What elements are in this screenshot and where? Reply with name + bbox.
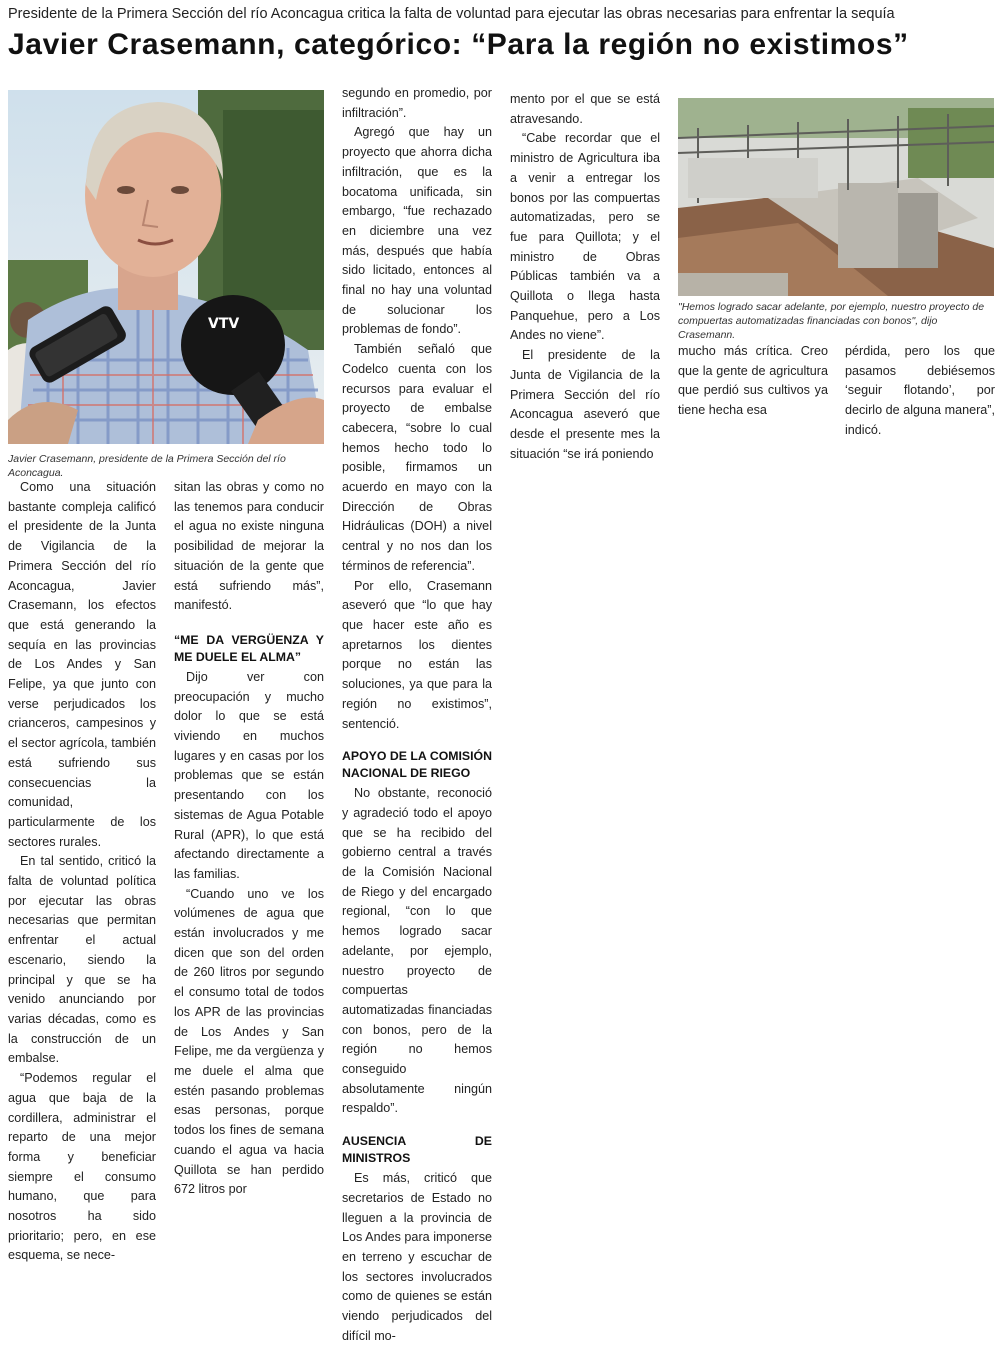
paragraph: sitan las obras y como no las tenemos para conducir el agua no existe ninguna posibilidad de mejorar la situación de la gente que está sufriendo más”, manifestó. bbox=[174, 480, 324, 613]
article-headline: Javier Crasemann, categórico: “Para la región no existimos” bbox=[8, 28, 909, 61]
paragraph: mucho más crítica. Creo que la gente de agricultura que perdió sus cultivos ya tiene hecha esa bbox=[678, 344, 828, 418]
paragraph: No obstante, reconoció y agradeció todo el apoyo que se ha recibido del gobierno central a través de la Comisión Nacional de Riego y del encargado regional, “con lo que hemos logrado sacar adelante, por ejemplo, nuestro proyecto de compuertas automatizadas financiadas con bonos, pero de la región no hemos conseguido absolutamente ningún respaldo”. bbox=[342, 786, 492, 1116]
paragraph: El presidente de la Junta de Vigilancia de la Primera Sección del río Aconcagua aseveró que desde el presente mes la situación “se irá poniendo bbox=[510, 348, 660, 461]
section-subhead: “ME DA VERGÜENZA Y ME DUELE EL ALMA” bbox=[174, 632, 324, 664]
article-column-5 bbox=[678, 342, 828, 421]
paragraph: “Cuando uno ve los volúmenes de agua que están involucrados y me dicen que son del orden de 260 litros por segundo el consumo total de todos los APR de las provincias de Los Andes y San Felipe, me da vergüenza y me duele el alma que estén pasando problemas esas personas, porque todos los fines de semana cuando el agua va hacia Quillota se han perdido 672 litros por bbox=[174, 886, 324, 1197]
paragraph: segundo en promedio, por infiltración”. bbox=[342, 86, 492, 120]
mic-logo: VTV bbox=[208, 316, 240, 332]
article-kicker: Presidente de la Primera Sección del río Aconcagua critica la falta de voluntad para ejecutar las obras necesarias para enfrentar la sequía bbox=[8, 6, 895, 22]
section-subhead: APOYO DE LA COMISIÓN NACIONAL DE RIEGO bbox=[342, 749, 492, 781]
article-column-4 bbox=[510, 90, 660, 464]
floodgate-photo bbox=[678, 98, 994, 296]
paragraph: pérdida, pero los que pasamos debiésemos ‘seguir flotando’, por decirlo de alguna manera”, indicó. bbox=[845, 344, 995, 437]
paragraph: Agregó que hay un proyecto que ahorra dicha infiltración, que es la bocatoma unificada, sin embargo, “fue rechazado en diciembre una vez más, después que había sido licitado, entonces al final no hay una voluntad de solucionar los problemas de fondo”. bbox=[342, 125, 492, 337]
paragraph: Es más, criticó que secretarios de Estado no lleguen a la provincia de Los Andes para imponerse en terreno y escuchar de los sectores involucrados como de quienes se están viendo perjudicados del difícil mo- bbox=[342, 1171, 492, 1343]
article-column-1 bbox=[8, 478, 156, 1266]
portrait-photo bbox=[8, 90, 324, 444]
paragraph: Dijo ver con preocupación y mucho dolor lo que se está viviendo en muchos lugares y en casas por los problemas que se están presentando con los sistemas de Agua Potable Rural (APR), lo que está afectando directamente a las familias. bbox=[174, 669, 324, 881]
paragraph: Como una situación bastante compleja calificó el presidente de la Junta de Vigilancia de la Primera Sección del río Aconcagua, Javier Crasemann, los efectos que está generando la sequía en las provincias de Los Andes y San Felipe, ya que junto con verse perjudicados los crianceros, campesinos y el sector agrícola, también está sufriendo sus consecuencias la comunidad, particularmente de los sectores rurales. bbox=[8, 480, 156, 849]
paragraph: “Cabe recordar que el ministro de Agricultura iba a venir a entregar los bonos por las compuertas automatizadas, pero se fue para Quillota; y el ministro de Obras Públicas también va a Quillota o llega hasta Panquehue, pero a Los Andes no viene”. bbox=[510, 131, 660, 343]
paragraph: Por ello, Crasemann aseveró que “lo que hay que hacer este año es apretarnos los dientes porque no están las soluciones, ya que para la región no existimos”, sentenció. bbox=[342, 578, 492, 731]
section-subhead: AUSENCIA DE MINISTROS bbox=[342, 1134, 492, 1166]
paragraph: mento por el que se está atravesando. bbox=[510, 92, 660, 126]
paragraph: También señaló que Codelco cuenta con los recursos para evaluar el proyecto de embalse cabecera, “sobre lo cual hemos hecho todo lo posible, firmamos un acuerdo en mayo con la Dirección de Obras Hidráulicas (DOH) a nivel central y no nos dan los términos de referencia”. bbox=[342, 342, 492, 573]
paragraph: En tal sentido, criticó la falta de voluntad política por ejecutar las obras necesarias que permitan enfrentar el actual escenario, siendo la principal y que se ha venido anunciando por varias décadas, como es la construcción de un embalse. bbox=[8, 854, 156, 1066]
portrait-caption: Javier Crasemann, presidente de la Primera Sección del río Aconcagua. bbox=[8, 453, 286, 479]
article-column-3 bbox=[342, 84, 492, 1346]
paragraph: “Podemos regular el agua que baja de la cordillera, administrar el reparto de una mejor forma y beneficiar siempre el consumo humano, que para nosotros ha sido prioritario; pero, en ese esquema, se nece- bbox=[8, 1071, 156, 1263]
article-column-6 bbox=[845, 342, 995, 441]
article-column-2 bbox=[174, 478, 324, 1200]
floodgate-caption: "Hemos logrado sacar adelante, por ejemplo, nuestro proyecto de compuertas automatizadas financiadas con bonos", dijo Crasemann. bbox=[678, 301, 985, 341]
